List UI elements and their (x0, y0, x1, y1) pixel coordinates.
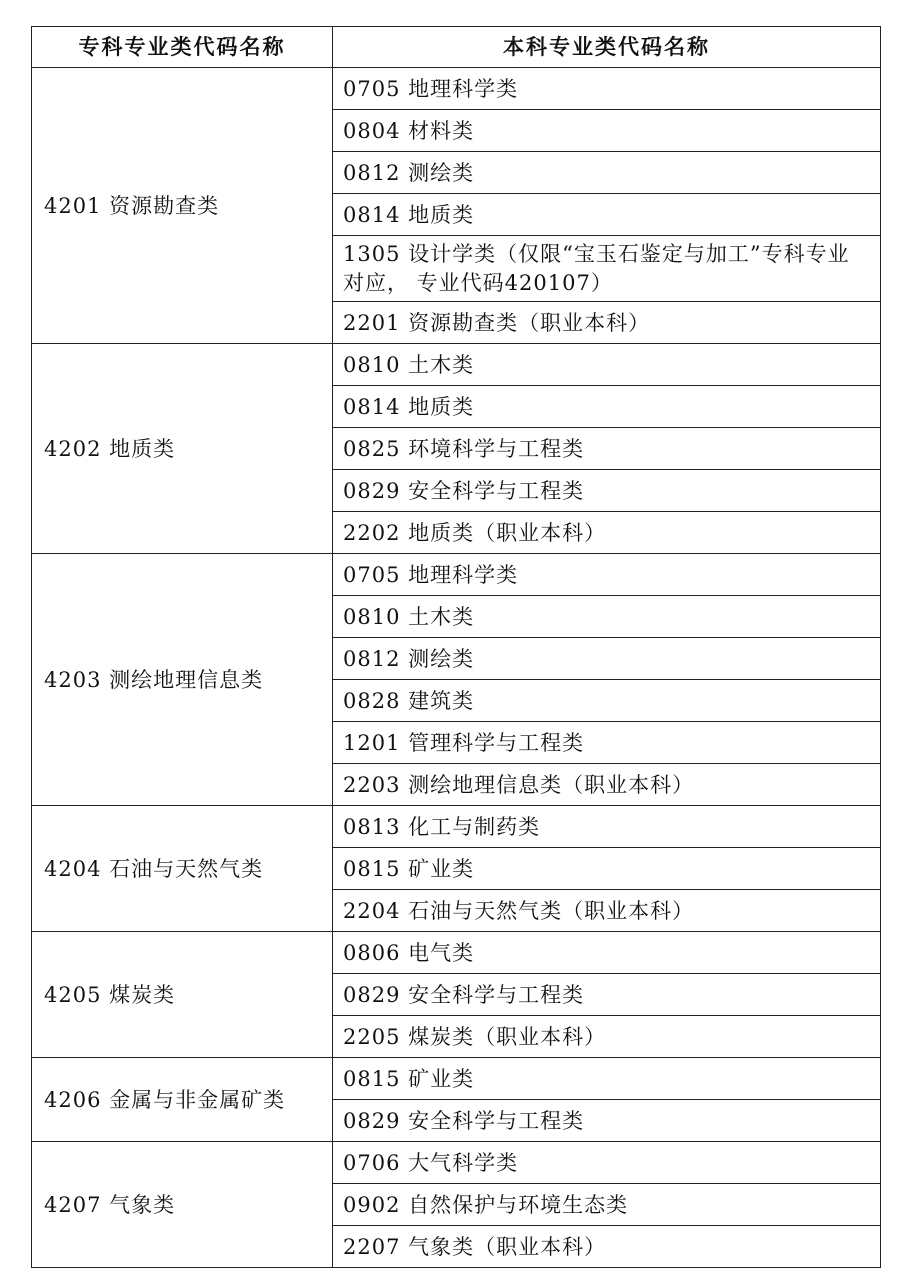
table-row (32, 68, 881, 110)
table-row (32, 932, 881, 974)
benke-cell: 0829 安全科学与工程类 (333, 974, 881, 1016)
benke-cell: 0706 大气科学类 (333, 1142, 881, 1184)
benke-cell: 0806 电气类 (333, 932, 881, 974)
zhuanke-cell: 4203 测绘地理信息类 (32, 554, 333, 806)
benke-cell: 2202 地质类（职业本科） (333, 512, 881, 554)
zhuanke-cell: 4207 气象类 (32, 1142, 333, 1268)
benke-cell: 2205 煤炭类（职业本科） (333, 1016, 881, 1058)
benke-cell: 0812 测绘类 (333, 152, 881, 194)
benke-cell: 0815 矿业类 (333, 1058, 881, 1100)
benke-cell: 0810 土木类 (333, 596, 881, 638)
zhuanke-cell: 4204 石油与天然气类 (32, 806, 333, 932)
benke-cell: 0902 自然保护与环境生态类 (333, 1184, 881, 1226)
zhuanke-cell: 4205 煤炭类 (32, 932, 333, 1058)
major-mapping-table (31, 26, 881, 1268)
header-row (32, 27, 881, 68)
benke-cell: 0825 环境科学与工程类 (333, 428, 881, 470)
zhuanke-cell: 4206 金属与非金属矿类 (32, 1058, 333, 1142)
table-row (32, 554, 881, 596)
benke-cell: 2201 资源勘查类（职业本科） (333, 302, 881, 344)
benke-cell: 0812 测绘类 (333, 638, 881, 680)
table-row (32, 1142, 881, 1184)
benke-cell: 0705 地理科学类 (333, 68, 881, 110)
benke-cell: 2207 气象类（职业本科） (333, 1226, 881, 1268)
zhuanke-cell: 4202 地质类 (32, 344, 333, 554)
benke-cell: 1305 设计学类（仅限“宝玉石鉴定与加工”专科专业对应， 专业代码420107） (333, 236, 881, 302)
benke-cell: 0705 地理科学类 (333, 554, 881, 596)
benke-cell: 0813 化工与制药类 (333, 806, 881, 848)
benke-cell: 0814 地质类 (333, 386, 881, 428)
table-row (32, 344, 881, 386)
benke-cell: 0829 安全科学与工程类 (333, 1100, 881, 1142)
table-row (32, 1058, 881, 1100)
benke-cell: 1201 管理科学与工程类 (333, 722, 881, 764)
benke-cell: 0815 矿业类 (333, 848, 881, 890)
benke-cell: 0804 材料类 (333, 110, 881, 152)
header-zhuanke: 专科专业类代码名称 (32, 27, 333, 68)
benke-cell: 0828 建筑类 (333, 680, 881, 722)
header-benke: 本科专业类代码名称 (333, 27, 881, 68)
table-row (32, 806, 881, 848)
benke-cell: 0829 安全科学与工程类 (333, 470, 881, 512)
benke-cell: 0810 土木类 (333, 344, 881, 386)
zhuanke-cell: 4201 资源勘查类 (32, 68, 333, 344)
benke-cell: 2204 石油与天然气类（职业本科） (333, 890, 881, 932)
benke-cell: 0814 地质类 (333, 194, 881, 236)
benke-cell: 2203 测绘地理信息类（职业本科） (333, 764, 881, 806)
